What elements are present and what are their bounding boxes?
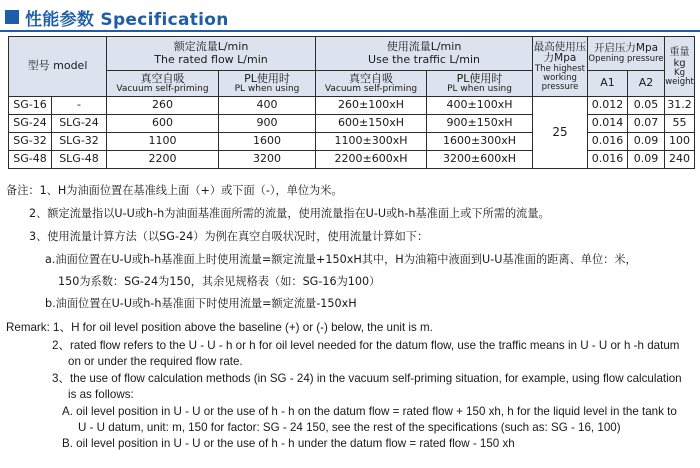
table-row [9,97,695,115]
cell-model: SG-16 [9,97,52,115]
cell-model: SG-24 [9,115,52,133]
cell-model-alt: SLG-48 [52,151,107,169]
cell-max-pressure: 25 [533,97,588,169]
note-cn-line: a.油面位置在U-U或h-h基准面上时使用流量=额定流量+150xH其中，H为油箱中液面到U-U基准面的距离、单位：米， [45,253,637,266]
header-opening-pressure-en: Opening pressure [588,53,664,64]
header-max-pressure-cn: 最高使用压力Mpa [533,40,587,65]
cell-use-vacuum: 2200±600xH [316,151,427,169]
table-row [9,133,695,151]
cell-weight: 100 [665,133,695,151]
note-en-line: Remark: 1、H for oil level position above the baseline (+) or (-) below, the unit is m. [6,321,433,334]
cell-weight: 31.2 [665,97,695,115]
header-use-flow-cn: 使用流量L/min [386,40,462,54]
cell-use-vacuum: 1100±300xH [316,133,427,151]
header-rated-pl-en: PL when using [234,83,300,94]
cell-use-vacuum: 600±150xH [316,115,427,133]
note-cn-line: 2、额定流量指以U-U或h-h为油面基准面所需的流量，使用流量指在U-U或h-h基准面上或下所需的流量。 [29,207,550,220]
table-row [9,151,695,169]
header-use-pl-cn: PL使用时 [456,71,503,85]
cell-use-pl: 1600±300xH [427,133,533,151]
header-max-pressure-en: The highest working pressure [534,63,586,92]
header-model: 型号 model [9,37,107,97]
header-use-pl-en: PL when using [447,83,512,94]
cell-use-pl: 900±150xH [427,115,533,133]
cell-use-pl: 400±100xH [427,97,533,115]
note-en-line: A. oil level position in U - U or the use of h - h on the datum flow = rated flow + 150 xh, h for the liquid level in the tank to [62,405,677,418]
section-title [5,4,229,30]
note-en-line: is as follows: [68,388,134,401]
title-marker-icon [5,10,19,24]
header-weight-cn: 重量kg [669,46,690,69]
cell-rated-vacuum: 600 [107,115,219,133]
cell-model-alt: SLG-32 [52,133,107,151]
header-weight [665,37,695,97]
cell-a1: 0.014 [588,115,628,133]
cell-rated-pl: 400 [219,97,316,115]
header-rated-vacuum [107,71,219,97]
note-en-line: on or under the required flow rate. [68,355,243,368]
header-rated-flow-en: The rated flow L/min [154,52,268,66]
header-weight-en: Kg weight [665,67,694,87]
header-use-flow [316,37,533,71]
cell-rated-pl: 900 [219,115,316,133]
cell-a2: 0.07 [628,115,665,133]
cell-model: SG-32 [9,133,52,151]
note-cn-line: 3、使用流量计算方法（以SG-24）为例在真空自吸状况时，使用流量计算如下： [29,230,429,243]
header-opening-pressure-cn: 开启压力Mpa [593,42,659,55]
table-row [9,115,695,133]
header-rated-pl [219,71,316,97]
note-en-line: 3、the use of flow calculation methods (in SG - 24) in the vacuum self-priming situation, for example, using flow calculation [52,372,682,385]
header-use-vacuum [316,71,427,97]
cell-rated-vacuum: 1100 [107,133,219,151]
cell-rated-vacuum: 260 [107,97,219,115]
header-a2: A2 [628,71,665,97]
cell-use-vacuum: 260±100xH [316,97,427,115]
note-cn-line: 备注：1、H为油面位置在基准线上面（+）或下面（-），单位为米。 [6,184,343,197]
header-rated-flow-cn: 额定流量L/min [173,40,249,54]
cell-a2: 0.09 [628,133,665,151]
cell-a1: 0.012 [588,97,628,115]
note-cn-line: b.油面位置在U-U或h-h基准面下时使用流量=额定流量-150xH [45,297,357,310]
header-rated-flow [107,37,316,71]
header-rated-vacuum-en: Vacuum self-priming [116,83,209,94]
cell-rated-pl: 3200 [219,151,316,169]
note-cn-line: 150为系数：SG-24为150，其余见规格表（如：SG-16为100） [58,275,381,288]
note-en-line: 2、rated flow refers to the U - U - h or h for oil level needed for the datum flow, use the traffic means in U - U or h -h datum [52,339,680,352]
header-rated-vacuum-cn: 真空自吸 [140,71,185,85]
header-use-flow-en: Use the traffic L/min [368,52,480,66]
title-divider [0,30,700,32]
header-rated-pl-cn: PL使用时 [244,71,290,85]
note-en-line: U - U datum, unit: m, 150 for factor: SG - 24 150, see the rest of the specifications (such as: SG - 16, 100) [78,421,621,434]
cell-model-alt: - [52,97,107,115]
header-use-pl [427,71,533,97]
cell-model-alt: SLG-24 [52,115,107,133]
specification-table [8,36,695,169]
section-title-text: 性能参数 Specification [25,9,229,30]
cell-a2: 0.05 [628,97,665,115]
header-opening-pressure [588,37,665,71]
header-use-vacuum-en: Vacuum self-priming [324,83,418,94]
cell-rated-vacuum: 2200 [107,151,219,169]
cell-weight: 55 [665,115,695,133]
cell-a2: 0.09 [628,151,665,169]
header-use-vacuum-cn: 真空自吸 [349,71,394,85]
header-max-pressure [533,37,588,97]
cell-a1: 0.016 [588,151,628,169]
cell-use-pl: 3200±600xH [427,151,533,169]
note-en-line: B. oil level position in U - U or the use of h - h under the datum flow = rated flow - 150 xh [62,437,515,450]
cell-a1: 0.016 [588,133,628,151]
cell-rated-pl: 1600 [219,133,316,151]
cell-model: SG-48 [9,151,52,169]
header-a1: A1 [588,71,628,97]
cell-weight: 240 [665,151,695,169]
